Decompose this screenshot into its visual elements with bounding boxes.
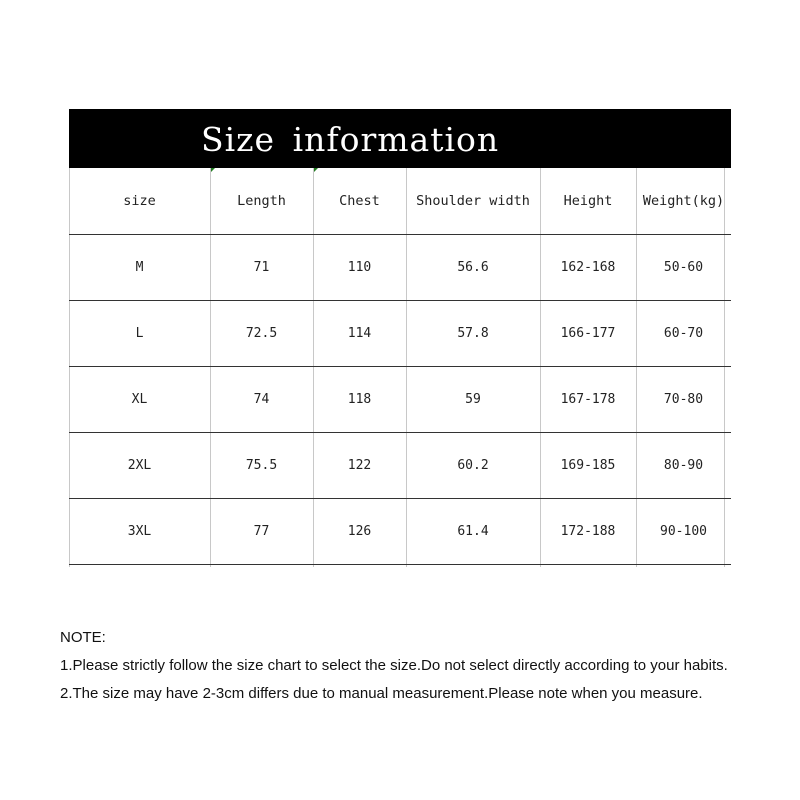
notes-section <box>60 624 790 708</box>
cell-chest: 118 <box>347 391 372 407</box>
note-line: 2.The size may have 2-3cm differs due to manual measurement.Please note when you measure. <box>60 685 703 702</box>
cell-shoulder-width: 59 <box>465 391 481 407</box>
size-chart <box>69 109 731 567</box>
cell-height: 167-178 <box>560 391 616 407</box>
cell-chest: 110 <box>347 259 372 275</box>
cell-size: M <box>135 259 144 275</box>
cell-shoulder-width: 57.8 <box>457 325 489 341</box>
cell-size: 2XL <box>127 457 152 473</box>
header-weight: Weight(kg) <box>642 193 725 209</box>
cell-height: 172-188 <box>560 523 616 539</box>
header-size: size <box>123 193 156 209</box>
title-bar <box>69 109 731 168</box>
cell-length: 71 <box>253 259 270 275</box>
cell-chest: 126 <box>347 523 372 539</box>
cell-shoulder-width: 61.4 <box>457 523 489 539</box>
cell-weight: 90-100 <box>660 523 707 539</box>
cell-height: 162-168 <box>560 259 616 275</box>
cell-size: 3XL <box>127 523 152 539</box>
cell-length: 75.5 <box>245 457 278 473</box>
header-chest: Chest <box>339 193 380 209</box>
row-divider <box>69 564 731 565</box>
cell-weight: 50-60 <box>663 259 704 275</box>
cell-length: 77 <box>253 523 270 539</box>
cell-size: L <box>135 325 144 341</box>
size-chart-title: Size information <box>201 120 500 159</box>
cell-length: 74 <box>253 391 270 407</box>
cell-chest: 122 <box>347 457 372 473</box>
cell-height: 166-177 <box>560 325 616 341</box>
cell-shoulder-width: 56.6 <box>457 259 489 275</box>
cell-chest: 114 <box>347 325 372 341</box>
header-height: Height <box>563 193 613 209</box>
size-table <box>69 168 731 564</box>
notes-heading: NOTE: <box>60 629 106 646</box>
cell-length: 72.5 <box>245 325 278 341</box>
header-shoulder-width: Shoulder width <box>416 193 530 209</box>
cell-size: XL <box>131 391 148 407</box>
cell-shoulder-width: 60.2 <box>457 457 489 473</box>
cell-weight: 60-70 <box>663 325 704 341</box>
cell-weight: 70-80 <box>663 391 704 407</box>
cell-weight: 80-90 <box>663 457 704 473</box>
header-length: Length <box>237 193 286 209</box>
note-line: 1.Please strictly follow the size chart to select the size.Do not select directly according to your habits. <box>60 657 728 674</box>
cell-height: 169-185 <box>560 457 616 473</box>
